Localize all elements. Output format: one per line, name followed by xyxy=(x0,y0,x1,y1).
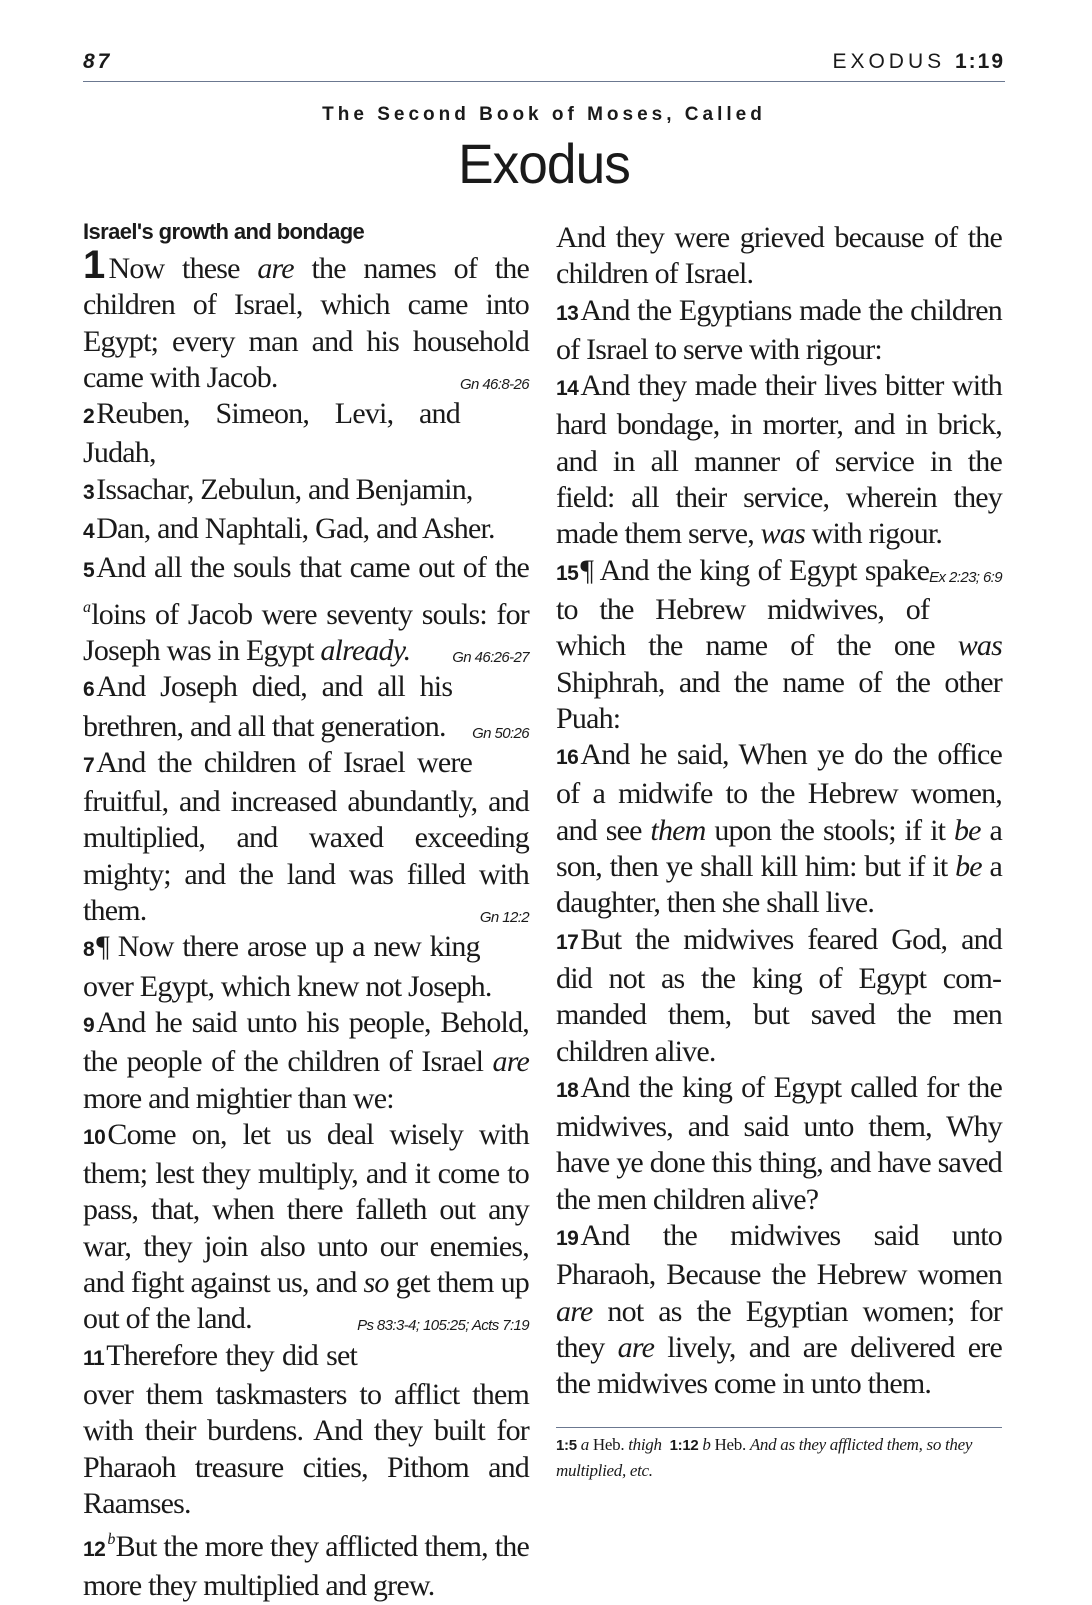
verse-number: 19 xyxy=(556,1227,579,1251)
verse-number: 3 xyxy=(83,480,95,504)
footnote-abbreviation: Heb. xyxy=(592,1434,625,1454)
verse-text: lively, and are delivered ere the midwives come in unto them. xyxy=(556,1330,1002,1401)
verse-text: ¶ And the king of Egypt spake to the Hebrew midwives, of which the name of the one xyxy=(556,553,958,663)
verse-text: And Joseph died, and all his brethren, and all that generation. xyxy=(83,670,453,743)
cross-reference: Ex 2:23; 6:9 xyxy=(929,568,1002,586)
verse-text: Dan, and Naphtali, Gad, and Asher. xyxy=(96,512,495,546)
verse-italic: them xyxy=(650,813,706,847)
verse-number: 7 xyxy=(83,753,95,777)
bible-page xyxy=(83,40,1005,1603)
cross-reference: Gn 50:26 xyxy=(472,724,529,742)
verse-text: And they made their lives bitter with hard bondage, in morter, and in brick, and in all manner of service in the field: all their service, wherein they made them serve, xyxy=(556,369,1002,551)
verse-number: 2 xyxy=(83,405,95,429)
verse-8 xyxy=(83,929,529,1005)
verse-2 xyxy=(83,396,529,472)
verse-6 xyxy=(83,669,529,745)
verse-text: And he said, When ye do the office of a midwife to the Hebrew women, and see xyxy=(556,738,1002,847)
running-head-book: EXODUS xyxy=(832,50,946,73)
verse-italic: are xyxy=(556,1294,593,1328)
verse-text: the names of the children of Israel, which came into Egypt; every man and his household came with Jacob. xyxy=(83,252,529,394)
verse-12 xyxy=(83,1522,529,1605)
cross-reference: Gn 46:8-26 xyxy=(459,375,529,393)
verse-13 xyxy=(556,293,1002,369)
verse-9 xyxy=(83,1005,529,1117)
verse-number: 18 xyxy=(556,1078,579,1102)
verse-text: And all the souls that came out of the xyxy=(96,551,529,585)
verse-text: And he said unto his people, Behold, the people of the children of Israel xyxy=(83,1005,529,1079)
book-title: Exodus xyxy=(458,132,630,195)
page-number: 87 xyxy=(83,50,113,73)
verse-17 xyxy=(556,922,1002,1070)
verse-number: 6 xyxy=(83,678,95,702)
verse-16 xyxy=(556,737,1002,921)
running-head-reference xyxy=(832,50,1005,74)
verse-text: with rigour. xyxy=(804,517,943,551)
verse-number: 9 xyxy=(83,1013,95,1037)
verse-3 xyxy=(83,472,529,511)
running-head-chapter-verse: 1:19 xyxy=(954,50,1005,73)
verse-5 xyxy=(83,550,529,669)
verse-number: 4 xyxy=(83,520,95,544)
cross-reference: Ps 83:3-4; 105:25; Acts 7:19 xyxy=(357,1317,529,1335)
verse-text: But the midwives feared God, and did not as the king of Egypt commanded them, but saved the men children alive. xyxy=(556,922,1002,1068)
verse-text: Issachar, Zebulun, and Benjamin, xyxy=(96,472,473,506)
verse-number: 13 xyxy=(556,301,579,325)
verse-italic: was xyxy=(957,629,1002,663)
verse-text: And the Egyptians made the children of Israel to serve with rigour: xyxy=(556,293,1002,366)
verse-text: a daughter, then she shall live. xyxy=(556,850,1002,920)
verse-11 xyxy=(83,1338,529,1522)
verse-text: loins of Jacob were seventy souls: for Joseph was in Egypt xyxy=(83,597,529,667)
verse-italic: are xyxy=(257,252,294,285)
book-subtitle: The Second Book of Moses, Called xyxy=(322,104,766,125)
footnote-rule xyxy=(556,1427,1002,1428)
verse-7 xyxy=(83,745,529,929)
verse-number: 10 xyxy=(83,1125,106,1149)
verse-19 xyxy=(556,1218,1002,1402)
verse-text: And the king of Egypt called for the midwives, and said unto them, Why have ye done this thing, and have saved the men children alive? xyxy=(556,1070,1002,1216)
verse-text: get them up out of the land. xyxy=(83,1266,529,1336)
verse-1 xyxy=(83,243,529,396)
chapter-number: 1 xyxy=(83,243,105,287)
footnote-text: And as they afflicted them, so they multiplied, etc. xyxy=(556,1434,973,1480)
verse-italic: be xyxy=(955,850,982,884)
verse-number: 16 xyxy=(556,746,579,770)
verse-text: Therefore they did set over them taskmasters to afflict them with their burdens. And they built for Pharaoh treasure cities, Pithom and Raamses. xyxy=(83,1338,529,1520)
footnote-letter: b xyxy=(702,1434,711,1454)
verse-text: And the midwives said unto Pharaoh, Because the Hebrew women xyxy=(556,1219,1002,1292)
verse-number: 14 xyxy=(556,377,579,401)
cross-reference: Gn 46:26-27 xyxy=(452,648,529,666)
section-heading: Israel's growth and bondage xyxy=(83,219,365,244)
right-column xyxy=(556,220,1002,1483)
footnote-text: thigh xyxy=(628,1434,662,1454)
footnote-marker[interactable]: a xyxy=(83,598,91,616)
verse-number: 8 xyxy=(83,938,95,962)
left-column xyxy=(83,220,529,1605)
verse-18 xyxy=(556,1070,1002,1218)
verse-italic: already. xyxy=(320,633,411,667)
verse-number: 5 xyxy=(83,559,95,583)
cross-reference: Gn 12:2 xyxy=(479,909,529,927)
verse-text: And they were grieved because of the children of Israel. xyxy=(556,221,1002,291)
footnote-letter: a xyxy=(580,1434,589,1454)
verse-number: 15 xyxy=(556,561,579,585)
verse-text: ¶ Now there arose up a new king over Egypt, which knew not Joseph. xyxy=(83,930,492,1003)
verse-italic: so xyxy=(363,1266,389,1300)
verse-4 xyxy=(83,511,529,550)
verse-text: Reuben, Simeon, Levi, and Judah, xyxy=(83,397,460,470)
verse-italic: are xyxy=(617,1330,655,1364)
verse-text: Come on, let us deal wisely with them; lest they multiply, and it come to pass, that, when there falleth out any war, they join also unto our enemies, and fight against us, and xyxy=(83,1117,529,1300)
running-head xyxy=(83,44,1005,78)
verse-number: 17 xyxy=(556,930,579,954)
footnote-reference: 1:5 xyxy=(556,1436,577,1454)
verse-italic: was xyxy=(760,517,805,551)
footnote-abbreviation: Heb. xyxy=(714,1434,746,1454)
verse-italic: are xyxy=(492,1045,529,1079)
verse-number: 11 xyxy=(83,1346,105,1370)
footnotes xyxy=(556,1432,1002,1483)
verse-text: Now these xyxy=(108,252,258,285)
footnote-reference: 1:12 xyxy=(669,1436,699,1454)
verse-number: 12 xyxy=(83,1538,106,1562)
verse-text: more and mightier than we: xyxy=(83,1081,394,1115)
verse-text: upon the stools; if it xyxy=(705,813,954,847)
verse-text: Shiphrah, and the name of the other Puah: xyxy=(556,665,1002,735)
verse-10 xyxy=(83,1117,529,1338)
verse-text: not as the Egyptian women; for they xyxy=(556,1294,1002,1364)
verse-italic: be xyxy=(953,813,981,847)
verse-text: But the more they afflicted them, the more they multiplied and grew. xyxy=(83,1530,529,1603)
header-rule xyxy=(83,81,1005,82)
verse-text: And the children of Israel were fruitful, and increased abundantly, and multiplied, and waxed exceeding mighty; and the land was filled with them. xyxy=(83,745,529,928)
footnote-marker[interactable]: b xyxy=(107,1531,115,1549)
verse-text: a son, then ye shall kill him: but if it xyxy=(556,813,1002,884)
verse-12-continued xyxy=(556,220,1002,293)
